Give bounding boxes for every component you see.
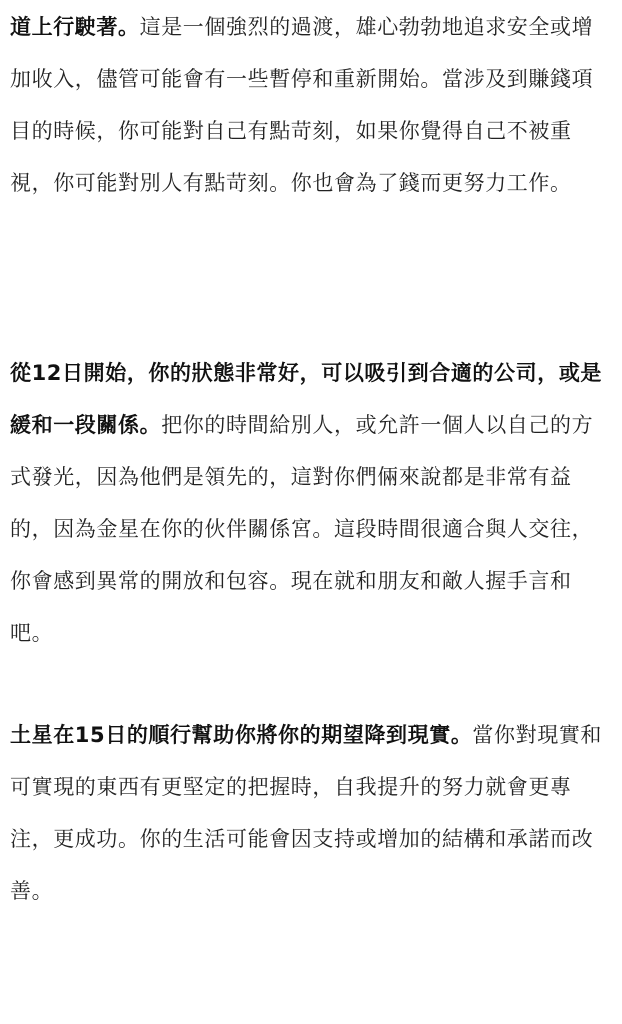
- paragraph-2: [10, 347, 614, 659]
- paragraph-2-lead: 從12日開始，你的狀態非常好，可以吸引到合適的公司，或是緩和一段關係。: [10, 361, 603, 437]
- paragraph-2-text: 把你的時間給別人，或允許一個人以自己的方式發光，因為他們是領先的，這對你們倆來說都是非常有益的，因為金星在你的伙伴關係宮。這段時間很適合與人交往，你會感到異常的開放和包容。現在就和朋友和敵人握手言和吧。: [10, 413, 594, 645]
- paragraph-3-lead: 土星在15日的順行幫助你將你的期望降到現實。: [10, 723, 473, 747]
- paragraph-1: [10, 1, 614, 209]
- paragraph-1-text: 這是一個強烈的過渡，雄心勃勃地追求安全或增加收入，儘管可能會有一些暫停和重新開始。當涉及到賺錢項目的時候，你可能對自己有點苛刻，如果你覺得自己不被重視，你可能對別人有點苛刻。你也會為了錢而更努力工作。: [10, 15, 594, 195]
- paragraph-3: [10, 709, 614, 917]
- paragraph-3-text: 當你對現實和可實現的東西有更堅定的把握時，自我提升的努力就會更專注，更成功。你的生活可能會因支持或增加的結構和承諾而改善。: [10, 723, 603, 903]
- paragraph-1-lead: 道上行駛著。: [10, 15, 140, 39]
- article-body: [10, 0, 614, 917]
